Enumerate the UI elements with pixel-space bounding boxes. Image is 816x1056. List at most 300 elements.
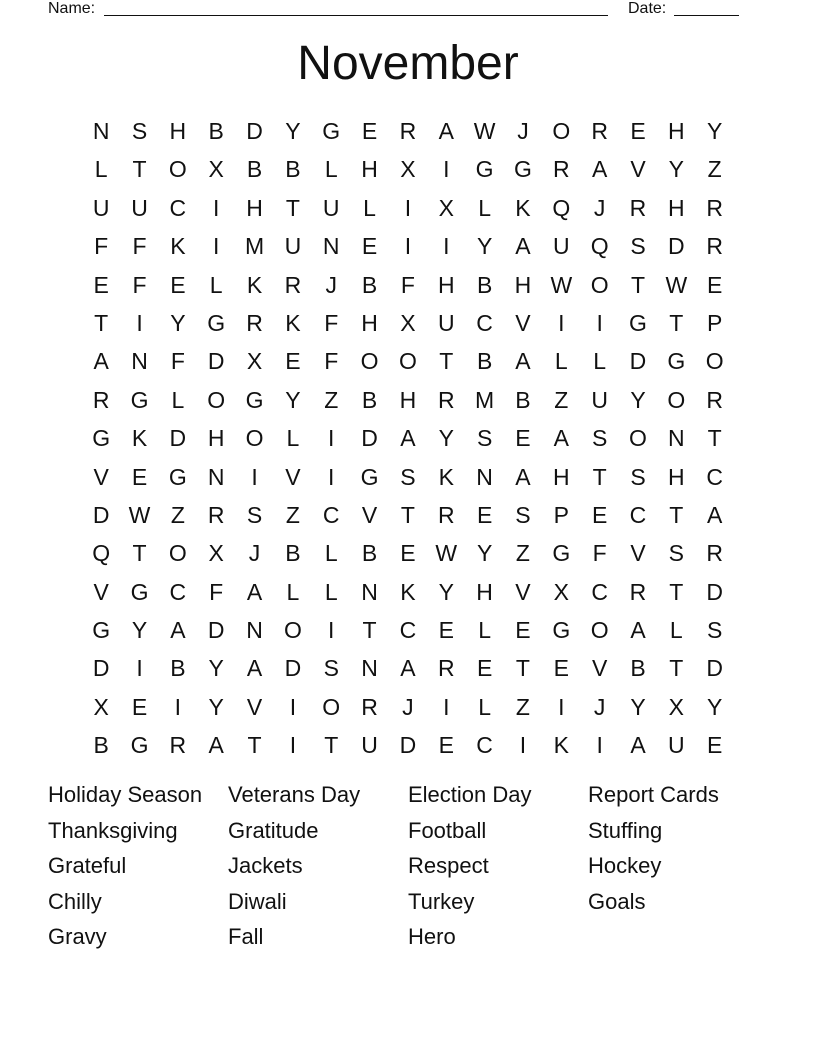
grid-letter[interactable]: L — [94, 156, 108, 183]
grid-letter[interactable]: H — [668, 463, 685, 490]
grid-letter[interactable]: A — [208, 732, 224, 759]
grid-letter[interactable]: G — [130, 732, 149, 759]
word-list-item: Gravy — [48, 924, 107, 949]
grid-letter[interactable]: T — [132, 156, 147, 183]
grid-letter[interactable]: I — [136, 309, 143, 336]
grid-letter[interactable]: D — [207, 617, 225, 644]
grid-letter[interactable]: Y — [630, 693, 646, 720]
grid-letter[interactable]: A — [515, 348, 531, 375]
grid-letter[interactable]: L — [478, 693, 491, 720]
grid-letter[interactable]: I — [213, 233, 220, 260]
grid-letter[interactable]: K — [285, 309, 301, 336]
grid-letter[interactable]: E — [476, 501, 493, 528]
word-list-item: Chilly — [48, 888, 102, 914]
grid-letter[interactable]: H — [246, 194, 263, 221]
grid-letter[interactable]: L — [554, 348, 568, 375]
grid-letter[interactable]: X — [246, 348, 263, 375]
grid-letter[interactable]: S — [591, 425, 608, 452]
grid-letter[interactable]: R — [284, 271, 302, 298]
grid-letter[interactable]: M — [475, 386, 495, 413]
grid-letter[interactable]: K — [553, 732, 569, 759]
grid-letter[interactable]: M — [244, 233, 265, 260]
grid-letter[interactable]: I — [404, 233, 412, 260]
grid-letter[interactable]: G — [245, 386, 264, 413]
grid-letter[interactable]: I — [558, 693, 565, 720]
grid-letter[interactable]: N — [131, 348, 148, 375]
grid-letter[interactable]: R — [706, 233, 723, 260]
grid-letter[interactable]: K — [400, 578, 416, 605]
grid-letter[interactable]: K — [170, 233, 186, 260]
grid-letter[interactable]: W — [128, 501, 151, 528]
grid-letter[interactable]: D — [706, 655, 723, 682]
grid-letter[interactable]: I — [289, 693, 297, 720]
grid-letter[interactable]: Y — [285, 118, 301, 144]
grid-letter[interactable]: Y — [438, 578, 454, 605]
grid-letter[interactable]: U — [552, 233, 570, 260]
grid-letter[interactable]: I — [519, 732, 527, 759]
grid-letter[interactable]: A — [591, 156, 608, 183]
grid-letter[interactable]: K — [515, 194, 531, 221]
grid-letter[interactable]: Y — [285, 386, 301, 413]
grid-letter[interactable]: R — [591, 118, 608, 144]
grid-letter[interactable]: C — [476, 309, 493, 336]
grid-letter[interactable]: R — [629, 194, 647, 221]
grid-letter[interactable]: A — [400, 655, 416, 682]
grid-letter[interactable]: H — [552, 463, 570, 490]
grid-letter[interactable]: F — [209, 578, 224, 605]
grid-letter[interactable]: U — [322, 194, 340, 221]
grid-letter[interactable]: Y — [438, 425, 454, 452]
grid-letter[interactable]: G — [629, 309, 647, 336]
grid-letter[interactable]: A — [515, 463, 531, 490]
grid-letter[interactable]: O — [590, 617, 609, 644]
grid-letter[interactable]: G — [92, 617, 111, 644]
grid-letter[interactable]: O — [629, 425, 647, 452]
grid-letter[interactable]: G — [322, 118, 341, 144]
grid-letter[interactable]: I — [289, 732, 297, 759]
grid-letter[interactable]: F — [592, 540, 607, 567]
grid-letter[interactable]: V — [246, 693, 263, 720]
grid-letter[interactable]: T — [515, 655, 530, 682]
grid-letter[interactable]: S — [131, 118, 148, 144]
grid-letter[interactable]: D — [207, 348, 225, 375]
grid-letter[interactable]: H — [169, 118, 187, 144]
grid-letter[interactable]: G — [92, 425, 111, 452]
grid-letter[interactable]: S — [668, 540, 684, 567]
grid-letter[interactable]: I — [328, 425, 335, 452]
grid-letter[interactable]: Q — [590, 233, 609, 260]
grid-letter[interactable]: V — [93, 463, 109, 490]
grid-letter[interactable]: C — [706, 463, 723, 490]
grid-letter[interactable]: E — [93, 271, 109, 298]
word-list-item: Holiday Season — [48, 782, 203, 807]
grid-letter[interactable]: G — [168, 463, 187, 490]
grid-letter[interactable]: G — [514, 156, 532, 183]
grid-letter[interactable]: C — [629, 501, 647, 528]
grid-letter[interactable]: S — [323, 655, 339, 682]
grid-letter[interactable]: U — [92, 194, 110, 221]
grid-letter[interactable]: O — [168, 540, 187, 567]
grid-letter[interactable]: D — [284, 655, 302, 682]
grid-letter[interactable]: L — [363, 194, 376, 221]
grid-letter[interactable]: X — [208, 540, 224, 567]
grid-letter[interactable]: T — [669, 655, 684, 682]
grid-letter[interactable]: J — [517, 118, 529, 144]
grid-letter[interactable]: R — [361, 693, 378, 720]
grid-row — [82, 227, 734, 265]
grid-letter[interactable]: X — [400, 309, 416, 336]
grid-letter[interactable]: I — [136, 655, 143, 682]
grid-letter[interactable]: D — [92, 655, 110, 682]
grid-letter[interactable]: O — [360, 348, 379, 375]
grid-letter[interactable]: D — [668, 233, 685, 260]
grid-letter[interactable]: D — [246, 118, 263, 144]
grid-letter[interactable]: L — [478, 617, 491, 644]
grid-letter[interactable]: O — [322, 693, 341, 720]
grid-letter[interactable]: L — [324, 578, 338, 605]
grid-letter[interactable]: V — [630, 156, 646, 183]
grid-letter[interactable]: G — [130, 578, 149, 605]
grid-letter[interactable]: R — [437, 501, 455, 528]
grid-letter[interactable]: E — [707, 271, 723, 298]
grid-letter[interactable]: P — [553, 501, 569, 528]
grid-letter[interactable]: O — [552, 118, 571, 144]
grid-letter[interactable]: R — [629, 578, 647, 605]
grid-letter[interactable]: V — [361, 501, 378, 528]
grid-letter[interactable]: W — [550, 271, 573, 298]
grid-letter[interactable]: C — [476, 732, 493, 759]
grid-letter[interactable]: N — [92, 118, 110, 144]
grid-letter[interactable]: E — [285, 348, 301, 375]
grid-letter[interactable]: W — [473, 118, 496, 144]
grid-letter[interactable]: Y — [630, 386, 646, 413]
grid-letter[interactable]: I — [443, 693, 450, 720]
grid-letter[interactable]: N — [668, 425, 685, 452]
grid-letter[interactable]: K — [438, 463, 454, 490]
grid-letter[interactable]: J — [325, 271, 337, 298]
grid-letter[interactable]: E — [630, 118, 646, 144]
grid-letter[interactable]: H — [361, 156, 378, 183]
grid-letter[interactable]: U — [361, 732, 378, 759]
grid-letter[interactable]: I — [174, 693, 182, 720]
grid-letter[interactable]: X — [668, 693, 684, 720]
grid-letter[interactable]: Z — [515, 540, 530, 567]
grid-letter[interactable]: E — [400, 540, 416, 567]
grid-letter[interactable]: B — [208, 118, 224, 144]
grid-letter[interactable]: B — [515, 386, 531, 413]
grid-letter[interactable]: I — [558, 309, 565, 336]
grid-letter[interactable]: A — [553, 425, 569, 452]
grid-letter[interactable]: R — [92, 386, 110, 413]
grid-letter[interactable]: A — [707, 501, 723, 528]
grid-letter[interactable]: Y — [170, 309, 186, 336]
grid-letter[interactable]: B — [285, 540, 301, 567]
grid-letter[interactable]: S — [630, 233, 646, 260]
grid-letter[interactable]: X — [438, 194, 454, 221]
grid-letter[interactable]: B — [630, 655, 646, 682]
grid-letter[interactable]: V — [515, 309, 531, 336]
grid-letter[interactable]: R — [552, 156, 570, 183]
grid-letter[interactable]: N — [322, 233, 340, 260]
grid-letter[interactable]: J — [593, 194, 606, 221]
grid-letter[interactable]: H — [668, 194, 685, 221]
grid-letter[interactable]: I — [404, 194, 412, 221]
grid-letter[interactable]: S — [400, 463, 416, 490]
grid-letter[interactable]: C — [591, 578, 608, 605]
grid-letter[interactable]: T — [439, 348, 454, 375]
grid-letter[interactable]: U — [131, 194, 148, 221]
grid-letter[interactable]: B — [285, 156, 301, 183]
grid-letter[interactable]: Q — [552, 194, 571, 221]
grid-letter[interactable]: E — [361, 118, 378, 144]
grid-letter[interactable]: V — [630, 540, 646, 567]
grid-letter[interactable]: Z — [324, 386, 339, 413]
grid-letter[interactable]: R — [399, 118, 417, 144]
grid-letter[interactable]: H — [668, 118, 685, 144]
grid-letter[interactable]: I — [443, 156, 450, 183]
grid-letter[interactable]: N — [246, 617, 263, 644]
grid-letter[interactable]: A — [400, 425, 416, 452]
grid-letter[interactable]: F — [400, 271, 415, 298]
grid-letter[interactable]: G — [475, 156, 494, 183]
grid-letter[interactable]: E — [131, 463, 148, 490]
grid-letter[interactable]: W — [665, 271, 688, 298]
grid-letter[interactable]: I — [328, 617, 335, 644]
grid-letter[interactable]: X — [93, 693, 109, 720]
grid-letter[interactable]: F — [94, 233, 109, 260]
grid-letter[interactable]: R — [207, 501, 225, 528]
grid-letter[interactable]: T — [285, 194, 300, 221]
grid-letter[interactable]: E — [131, 693, 148, 720]
grid-letter[interactable]: T — [94, 309, 109, 336]
grid-letter[interactable]: Y — [476, 540, 493, 567]
grid-letter[interactable]: O — [398, 348, 417, 375]
grid-letter[interactable]: H — [514, 271, 532, 298]
grid-letter[interactable]: E — [476, 655, 493, 682]
grid-letter[interactable]: N — [361, 655, 378, 682]
grid-letter[interactable]: E — [170, 271, 186, 298]
grid-letter[interactable]: Z — [707, 156, 722, 183]
grid-letter[interactable]: O — [245, 425, 264, 452]
grid-letter[interactable]: R — [169, 732, 187, 759]
grid-letter[interactable]: O — [207, 386, 226, 413]
grid-letter[interactable]: T — [247, 732, 262, 759]
grid-letter[interactable]: Y — [476, 233, 493, 260]
grid-letter[interactable]: R — [437, 386, 455, 413]
grid-letter[interactable]: S — [476, 425, 493, 452]
grid-letter[interactable]: L — [209, 271, 223, 298]
grid-letter[interactable]: L — [478, 194, 491, 221]
grid-letter[interactable]: T — [669, 578, 684, 605]
grid-letter[interactable]: T — [592, 463, 607, 490]
grid-letter[interactable]: S — [707, 617, 723, 644]
grid-letter[interactable]: E — [515, 425, 531, 452]
grid-letter[interactable]: F — [324, 309, 339, 336]
grid-letter[interactable]: T — [362, 617, 377, 644]
grid-letter[interactable]: I — [596, 309, 603, 336]
grid-letter[interactable]: T — [630, 271, 646, 298]
grid-letter[interactable]: R — [706, 194, 723, 221]
grid-letter[interactable]: L — [593, 348, 607, 375]
grid-letter[interactable]: S — [630, 463, 646, 490]
grid-letter[interactable]: V — [515, 578, 531, 605]
name-blank-line[interactable] — [104, 15, 608, 16]
grid-letter[interactable]: B — [361, 386, 378, 413]
grid-letter[interactable]: D — [629, 348, 647, 375]
grid-letter[interactable]: E — [438, 617, 454, 644]
grid-row — [82, 342, 734, 380]
grid-letter[interactable]: H — [437, 271, 455, 298]
grid-letter[interactable]: S — [515, 501, 531, 528]
grid-letter[interactable]: B — [476, 348, 493, 375]
grid-letter[interactable]: D — [361, 425, 378, 452]
grid-letter[interactable]: O — [168, 156, 187, 183]
grid-letter[interactable]: X — [208, 156, 224, 183]
grid-letter[interactable]: G — [552, 617, 571, 644]
grid-letter[interactable]: F — [324, 348, 339, 375]
grid-letter[interactable]: N — [476, 463, 493, 490]
grid-letter[interactable]: B — [476, 271, 493, 298]
grid-letter[interactable]: N — [361, 578, 378, 605]
grid-letter[interactable]: Q — [92, 540, 111, 567]
grid-letter[interactable]: E — [707, 732, 723, 759]
grid-letter[interactable]: L — [324, 540, 338, 567]
grid-letter[interactable]: R — [246, 309, 263, 336]
grid-letter[interactable]: J — [593, 693, 606, 720]
date-blank-line[interactable] — [674, 15, 739, 16]
grid-letter[interactable]: A — [170, 617, 186, 644]
grid-letter[interactable]: B — [93, 732, 109, 759]
grid-letter[interactable]: I — [596, 732, 603, 759]
grid-letter[interactable]: D — [399, 732, 417, 759]
grid-letter[interactable]: V — [285, 463, 301, 490]
grid-letter[interactable]: D — [169, 425, 187, 452]
grid-letter[interactable]: G — [130, 386, 149, 413]
grid-letter[interactable]: B — [361, 540, 378, 567]
grid-letter[interactable]: W — [435, 540, 458, 567]
grid-letter[interactable]: C — [322, 501, 340, 528]
grid-letter[interactable]: Y — [208, 693, 224, 720]
grid-letter[interactable]: V — [93, 578, 109, 605]
grid-letter[interactable]: L — [171, 386, 185, 413]
grid-letter[interactable]: E — [361, 233, 378, 260]
grid-letter[interactable]: A — [630, 617, 646, 644]
grid-letter[interactable]: H — [476, 578, 493, 605]
grid-letter[interactable]: U — [591, 386, 608, 413]
grid-letter[interactable]: X — [400, 156, 416, 183]
grid-letter[interactable]: H — [207, 425, 225, 452]
grid-letter[interactable]: Z — [285, 501, 300, 528]
grid-letter[interactable]: T — [400, 501, 415, 528]
grid-letter[interactable]: U — [437, 309, 455, 336]
grid-letter[interactable]: T — [707, 425, 722, 452]
grid-letter[interactable]: B — [246, 156, 263, 183]
grid-letter[interactable]: A — [246, 578, 263, 605]
grid-letter[interactable]: K — [246, 271, 263, 298]
grid-letter[interactable]: I — [251, 463, 258, 490]
grid-letter[interactable]: T — [669, 309, 684, 336]
grid-letter[interactable]: A — [630, 732, 646, 759]
grid-letter[interactable]: B — [361, 271, 378, 298]
grid-letter[interactable]: O — [667, 386, 686, 413]
grid-letter[interactable]: F — [132, 271, 147, 298]
grid-letter[interactable]: R — [706, 386, 723, 413]
grid-letter[interactable]: F — [132, 233, 147, 260]
grid-letter[interactable]: R — [437, 655, 455, 682]
grid-letter[interactable]: N — [207, 463, 225, 490]
grid-letter[interactable]: T — [132, 540, 147, 567]
grid-letter[interactable]: K — [131, 425, 148, 452]
grid-letter[interactable]: I — [328, 463, 335, 490]
grid-letter[interactable]: A — [246, 655, 263, 682]
grid-letter[interactable]: H — [361, 309, 378, 336]
grid-letter[interactable]: C — [169, 194, 187, 221]
grid-letter[interactable]: O — [283, 617, 302, 644]
grid-letter[interactable]: S — [246, 501, 263, 528]
grid-letter[interactable]: U — [284, 233, 302, 260]
grid-letter[interactable]: V — [591, 655, 608, 682]
grid-letter[interactable]: J — [402, 693, 414, 720]
grid-letter[interactable]: Z — [515, 693, 530, 720]
grid-letter[interactable]: E — [438, 732, 454, 759]
grid-letter[interactable]: D — [92, 501, 110, 528]
grid-letter[interactable]: I — [443, 233, 450, 260]
grid-letter[interactable]: L — [286, 425, 300, 452]
grid-letter[interactable]: F — [170, 348, 185, 375]
grid-letter[interactable]: E — [591, 501, 608, 528]
grid-letter[interactable]: X — [553, 578, 569, 605]
grid-letter[interactable]: T — [669, 501, 684, 528]
grid-letter[interactable]: H — [399, 386, 417, 413]
grid-letter[interactable]: T — [324, 732, 339, 759]
grid-letter[interactable]: Z — [170, 501, 185, 528]
grid-letter[interactable]: E — [515, 617, 531, 644]
grid-letter[interactable]: R — [706, 540, 723, 567]
grid-letter[interactable]: Y — [707, 693, 723, 720]
grid-letter[interactable]: G — [667, 348, 686, 375]
grid-letter[interactable]: A — [93, 348, 109, 375]
grid-letter[interactable]: O — [705, 348, 724, 375]
grid-letter[interactable]: I — [213, 194, 220, 221]
grid-letter[interactable]: P — [707, 309, 723, 336]
grid-letter[interactable]: C — [399, 617, 417, 644]
grid-letter[interactable]: J — [248, 540, 261, 567]
grid-letter[interactable]: L — [324, 156, 338, 183]
grid-row — [82, 534, 734, 572]
grid-letter[interactable]: Y — [131, 617, 148, 644]
grid-letter[interactable]: Z — [554, 386, 569, 413]
grid-letter[interactable]: G — [207, 309, 226, 336]
grid-letter[interactable]: G — [552, 540, 571, 567]
grid-letter[interactable]: A — [515, 233, 531, 260]
grid-letter[interactable]: Y — [208, 655, 224, 682]
grid-letter[interactable]: B — [170, 655, 186, 682]
word-list-item: Football — [408, 817, 487, 843]
grid-letter[interactable]: C — [169, 578, 187, 605]
grid-letter[interactable]: G — [360, 463, 379, 490]
grid-letter[interactable]: E — [553, 655, 569, 682]
grid-letter[interactable]: L — [669, 617, 683, 644]
grid-letter[interactable]: D — [706, 578, 723, 605]
grid-letter[interactable]: L — [286, 578, 300, 605]
grid-letter[interactable]: O — [590, 271, 609, 298]
grid-letter[interactable]: Y — [707, 118, 723, 144]
grid-letter[interactable]: Y — [668, 156, 684, 183]
grid-letter[interactable]: A — [438, 118, 454, 144]
word-list-item: Respect — [408, 853, 489, 878]
grid-letter[interactable]: U — [668, 732, 685, 759]
word-list-item: Jackets — [228, 853, 303, 878]
